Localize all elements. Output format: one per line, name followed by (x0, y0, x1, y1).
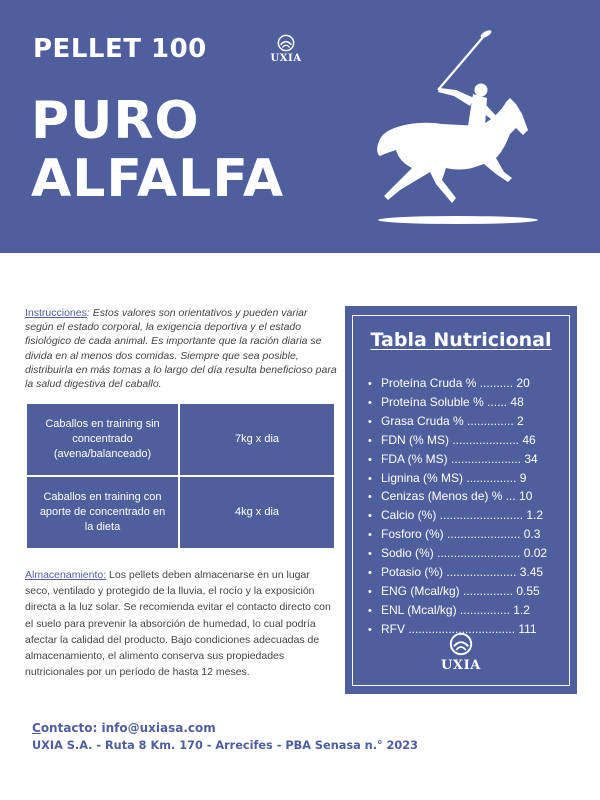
storage-body: Los pellets deben almacenarse en un lugar seco, ventilado y protegido de la lluvia, el rocío y la exposición directa a la luz solar. Se recomienda evitar el contacto directo con el suelo para prevenir la absorción de humedad, lo cual podría afectar la calidad del producto. Bajo condiciones adecuadas de almacenamiento, el alimento conserva sus propiedades nutricionales por un período de hasta 12 meses. (25, 569, 331, 679)
list-item: • Proteína Soluble % ...... 48 (368, 394, 568, 413)
logo-emblem-icon (277, 34, 295, 52)
nutrition-panel (345, 306, 577, 694)
contact-email: ontacto: info@uxiasa.com (40, 721, 216, 735)
storage-text (25, 567, 337, 680)
ration-condition-cell: Caballos en training con aporte de concentrado en la dieta (26, 476, 179, 549)
list-item: • Potasio (%) ..................... 3.45 (368, 564, 568, 583)
title-line-1: PURO (31, 91, 200, 151)
instructions-text (25, 306, 337, 391)
table-row (26, 476, 335, 549)
company-address: UXIA S.A. - Ruta 8 Km. 170 - Arrecifes - PBA Senasa n.° 2023 (32, 739, 419, 752)
product-title (31, 92, 284, 208)
ration-dose-cell: 7kg x dia (179, 403, 335, 476)
logo-text: UXIA (441, 658, 481, 673)
ration-table (25, 402, 336, 550)
list-item: • RFV ................................ 111 (368, 621, 568, 640)
logo-text: UXIA (270, 53, 302, 64)
list-item: • Cenizas (Menos de) % ... 10 (368, 488, 568, 507)
ration-condition-cell: Caballos en training sin concentrado (avena/balanceado) (26, 403, 179, 476)
list-item: • FDA (% MS) ..................... 34 (368, 451, 568, 470)
nutrition-title: Tabla Nutricional (370, 329, 552, 351)
instructions-body: : Estos valores son orientativos y pueden variar según el estado corporal, la exigencia deportiva y el estado fisiológico de cada animal. Es importante que la ración diaria se divida en al menos dos comidas. Siempre que sea posible, distribuirla en más tomas a lo largo del día resulta beneficioso para la salud digestiva del caballo. (25, 307, 337, 391)
storage-label: Almacenamiento: (25, 569, 107, 581)
table-row (26, 403, 335, 476)
contact-initial: C (32, 721, 41, 735)
list-item: • Fosforo (%) ...................... 0.3 (368, 526, 568, 545)
list-item: • Lignina (% MS) ............... 9 (368, 470, 568, 489)
polo-player-icon (360, 28, 560, 233)
list-item: • Grasa Cruda % .............. 2 (368, 413, 568, 432)
list-item: • Sodio (%) ......................... 0.02 (368, 545, 568, 564)
title-line-2: ALFALFA (31, 149, 285, 209)
brand-logo (266, 34, 306, 64)
list-item: • Proteína Cruda % .......... 20 (368, 375, 568, 394)
header-banner (0, 0, 600, 253)
list-item: • ENG (Mcal/kg) ............... 0.55 (368, 583, 568, 602)
ration-dose-cell: 4kg x dia (179, 476, 335, 549)
nutrition-list (368, 375, 568, 640)
contact-line (32, 721, 216, 735)
panel-logo (345, 632, 577, 673)
list-item: • Calcio (%) ......................... 1.2 (368, 507, 568, 526)
list-item: • ENL (Mcal/kg) ............... 1.2 (368, 602, 568, 621)
product-subtitle: PELLET 100 (33, 34, 207, 64)
instructions-label: Instrucciones (25, 307, 87, 319)
list-item: • FDN (% MS) .................... 46 (368, 432, 568, 451)
logo-emblem-icon (449, 632, 473, 656)
